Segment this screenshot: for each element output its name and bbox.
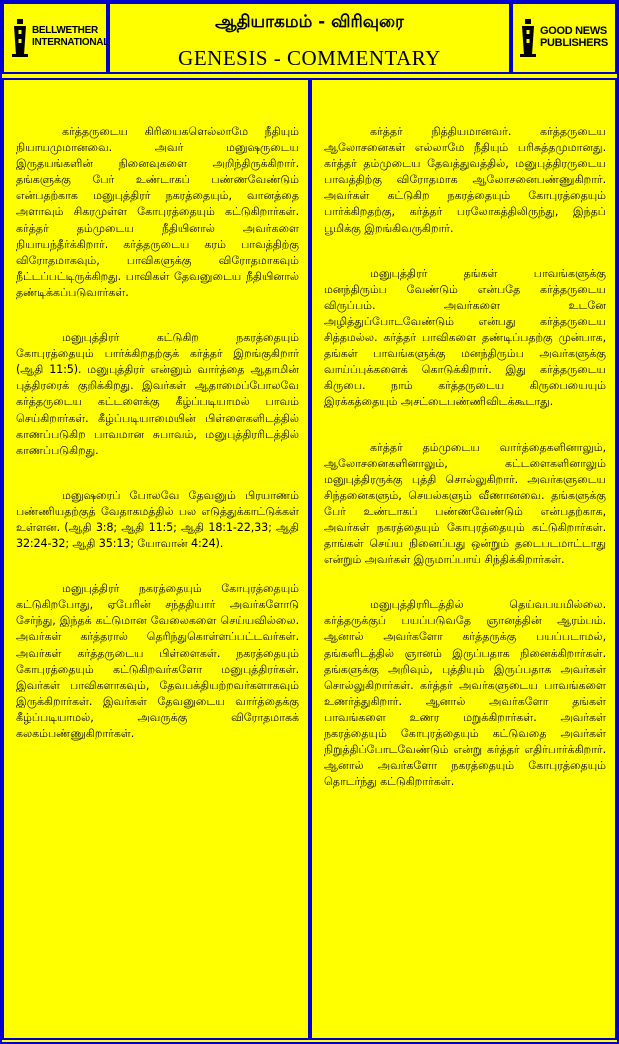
- paragraph: கர்த்தர் தம்முடைய வார்த்தைகளினாலும், ஆலோசனைகளினாலும், கட்டளைகளினாலும் மனுபுத்திரருக்கு புத்தி சொல்லுகிறார். அவர்களுடைய சிந்தனைகளும், செயல்களும் வீணானவை. தங்களுக்கு பேர் உண்டாகப் பண்ணவேண்டும் என்பதற்காக, அவர்கள் நகரத்தையும் கோபுரத்தையும் கட்டுகிறார்கள். தாங்கள் செய்ய நினைப்பது ஒன்றும் தடைபடமாட்டாது என்றும் அவர்கள் இருமாப்பாய் சிந்திக்கிறார்கள்.: [324, 440, 606, 567]
- page-title-tamil: ஆதியாகமம் - விரிவுரை: [215, 12, 404, 32]
- title-cell: [108, 2, 511, 74]
- paragraph: கர்த்தருடைய கிரியைகளெல்லாமே நீதியும் நியாயமுமானவை. அவர் மனுஷருடைய இருதயங்களின் நினைவுகளை அறிந்திருக்கிறார். தங்களுக்கு பேர் உண்டாகப் பண்ணவேண்டும் என்பதற்காக மனுபுத்திரர் நகரத்தையும், வானத்தை அளாவும் சிகரமுள்ள கோபுரத்தையும் கட்டுகிறார்கள். கர்த்தர் தம்முடைய நீதியினால் அவர்களை நியாயந்தீர்க்கிறார். கர்த்தருடைய கரம் பாவத்திற்கு விரோதமாகவும், பாவிகளுக்கு விரோதமாகவும் நீட்டப்பட்டிருக்கிறது. பாவிகள் தேவனுடைய நீதியினால் தண்டிக்கப்படுவார்கள்.: [16, 125, 299, 299]
- goodnews-line2: PUBLISHERS: [540, 37, 608, 49]
- paragraph: மனுஷரைப் போலவே தேவனும் பிரயாணம் பண்ணியதற்குத் வேதாகமத்தில் பல எடுத்துக்காட்டுக்கள் உள்ளன. (ஆதி 3:8; ஆதி 11:5; ஆதி 18:1-22,33; ஆதி 32:24-32; ஆதி 35:13; யோவான் 4:24).: [16, 488, 299, 551]
- goodnews-logo-cell: [511, 2, 617, 74]
- bellwether-line1: BELLWETHER: [32, 25, 98, 36]
- bellwether-logo-cell: [2, 2, 108, 74]
- paragraph: மனுபுத்திரரிடத்தில் தெய்வபயமில்லை. கர்த்தருக்குப் பயப்படுவதே ஞானத்தின் ஆரம்பம். ஆனால் அவர்களோ கர்த்தருக்கு பயப்படாமல், தங்களிடத்தில் ஞானம் இருப்பதாக நினைக்கிறார்கள். தங்களுக்கு அறிவும், புத்தியும் இருப்பதாக அவர்கள் சொல்லுகிறார்கள். கர்த்தர் அவர்களுடைய பாவங்களை உணர்த்துகிறார். ஆனால் அவர்களோ தங்கள் பாவங்களை உணர மறுக்கிறார்கள். அவர்கள் நகரத்தையும் கோபுரத்தையும் கட்டுவதை அவர்கள் நிறுத்திப்போடவேண்டும் என்று கர்த்தர் எதிர்பார்க்கிறார். ஆனால் அவர்களோ நகரத்தையும் கோபுரத்தையும் தொடர்ந்து கட்டுகிறார்கள்.: [324, 598, 606, 789]
- tower-icon: [10, 17, 30, 57]
- paragraph: கர்த்தர் நித்தியமானவர். கர்த்தருடைய ஆலோசனைகள் எல்லாமே நீதியும் பரிசுத்தமுமானது. கர்த்தர் தம்முடைய தேவத்துவத்தில், மனுபுத்திரருடைய பாவத்திற்கு விரோதமாக ஆலோசனைபண்ணுகிறார். அவர்கள் கட்டுகிற நகரத்தையும் கோபுரத்தையும் பார்க்கிறதற்கு, கர்த்தர் பரலோகத்திலிருந்து, இந்தப் பூமிக்கு இறங்கிவருகிறார்.: [324, 125, 606, 235]
- left-column: [2, 78, 310, 1040]
- goodnews-line1: GOOD NEWS: [540, 25, 607, 37]
- bellwether-logo: [10, 17, 109, 57]
- bellwether-line2: INTERNATIONAL: [32, 37, 110, 48]
- tower-icon: [518, 17, 538, 57]
- paragraph: மனுபுத்திரர் கட்டுகிற நகரத்தையும் கோபுரத்தையும் பார்க்கிறதற்குக் கர்த்தர் இறங்குகிறார் (ஆதி 11:5). மனுபுத்திரர் என்னும் வார்த்தை ஆதாமின் புத்திரரைக் குறிக்கிறது. இவர்கள் ஆதாமைப்போலவே கர்த்தருடைய கட்டளைக்கு கீழ்ப்படியாமல் பாவம் செய்கிறார்கள். கீழ்ப்படியாமையின் பிள்ளைகளிடத்தில் காணப்படுகிற பாவமான சுபாவம், மனுபுத்திரரிடத்தில் காணப்படுகிறது.: [16, 331, 299, 457]
- page-title-english: GENESIS - COMMENTARY: [178, 46, 441, 70]
- goodnews-logo: [518, 17, 608, 57]
- paragraph: மனுபுத்திரர் தங்கள் பாவங்களுக்கு மனந்திரும்ப வேண்டும் என்பதே கர்த்தருடைய விருப்பம். அவர்களை உடனே அழித்துப்போடவேண்டும் என்பது கர்த்தருடைய சித்தமல்ல. கர்த்தர் பாவிகளை தண்டிப்பதற்கு முன்பாக, தங்கள் பாவங்களுக்கு மனந்திரும்ப அவர்களுக்கு வாய்ப்புக்களைக் கொடுக்கிறார். இது கர்த்தருடைய கிருபை. நாம் கர்த்தருடைய கிருபையையும் இரக்கத்தையும் அசட்டைபண்ணிவிடக்கூடாது.: [324, 266, 606, 409]
- paragraph: மனுபுத்திரர் நகரத்தையும் கோபுரத்தையும் கட்டுகிறபோது, ஏபேரின் சந்ததியார் அவர்களோடு சேர்ந்து, இந்தக் கட்டுமான வேலைகளை செய்யவில்லை. அவர்கள் கர்த்தரால் தெரிந்துகொள்ளப்பட்டவர்கள். அவர்கள் கர்த்தருடைய பிள்ளைகள். நகரத்தையும் கோபுரத்தையும் கட்டுகிறவர்களோ மனுபுத்திரர்கள். இவர்கள் பாவிகளாகவும், தேவபக்தியற்றவர்களாகவும் இருக்கிறார்கள். இவர்கள் தேவனுடைய வார்த்தைக்கு கீழ்ப்படியாமல், அவருக்கு விரோதமாகக் கலகம்பண்ணுகிறார்கள்.: [16, 582, 299, 740]
- right-column: [310, 78, 617, 1040]
